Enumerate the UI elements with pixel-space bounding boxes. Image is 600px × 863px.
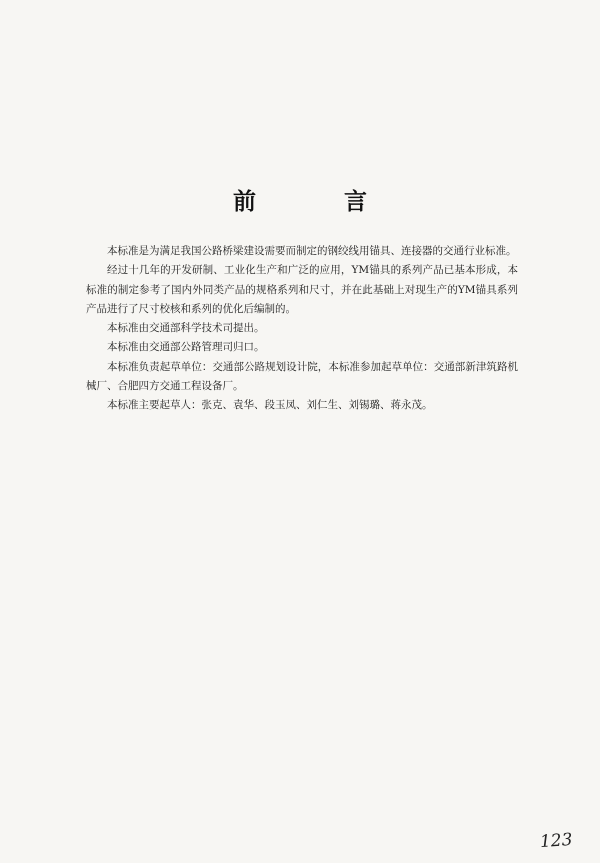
handwritten-page-number: 123 xyxy=(538,829,573,853)
paragraph-proposer: 本标准由交通部科学技术司提出。 xyxy=(107,322,265,335)
paragraph-development: 经过十几年的开发研制、工业化生产和广泛的应用，YM锚具的系列产品已基本形成，本标准的制定参考了国内外同类产品的规格系列和尺寸，并在此基础上对现生产的YM锚具系列产品进行了尺寸校核和系列的优化后编制的。 xyxy=(86,264,518,315)
page-title: 前 言 xyxy=(232,189,407,215)
paragraph-purpose: 本标准是为满足我国公路桥梁建设需要而制定的钢绞线用锚具、连接器的交通行业标准。 xyxy=(107,245,517,257)
paragraph-administrator: 本标准由交通部公路管理司归口。 xyxy=(107,341,265,354)
foreword-body xyxy=(86,242,518,416)
paragraph-drafting-units: 本标准负责起草单位：交通部公路规划设计院，本标准参加起草单位：交通部新津筑路机械厂、合肥四方交通工程设备厂。 xyxy=(86,360,518,393)
paragraph-drafters: 本标准主要起草人：张克、袁华、段玉凤、刘仁生、刘锡璐、蒋永茂。 xyxy=(107,399,433,412)
